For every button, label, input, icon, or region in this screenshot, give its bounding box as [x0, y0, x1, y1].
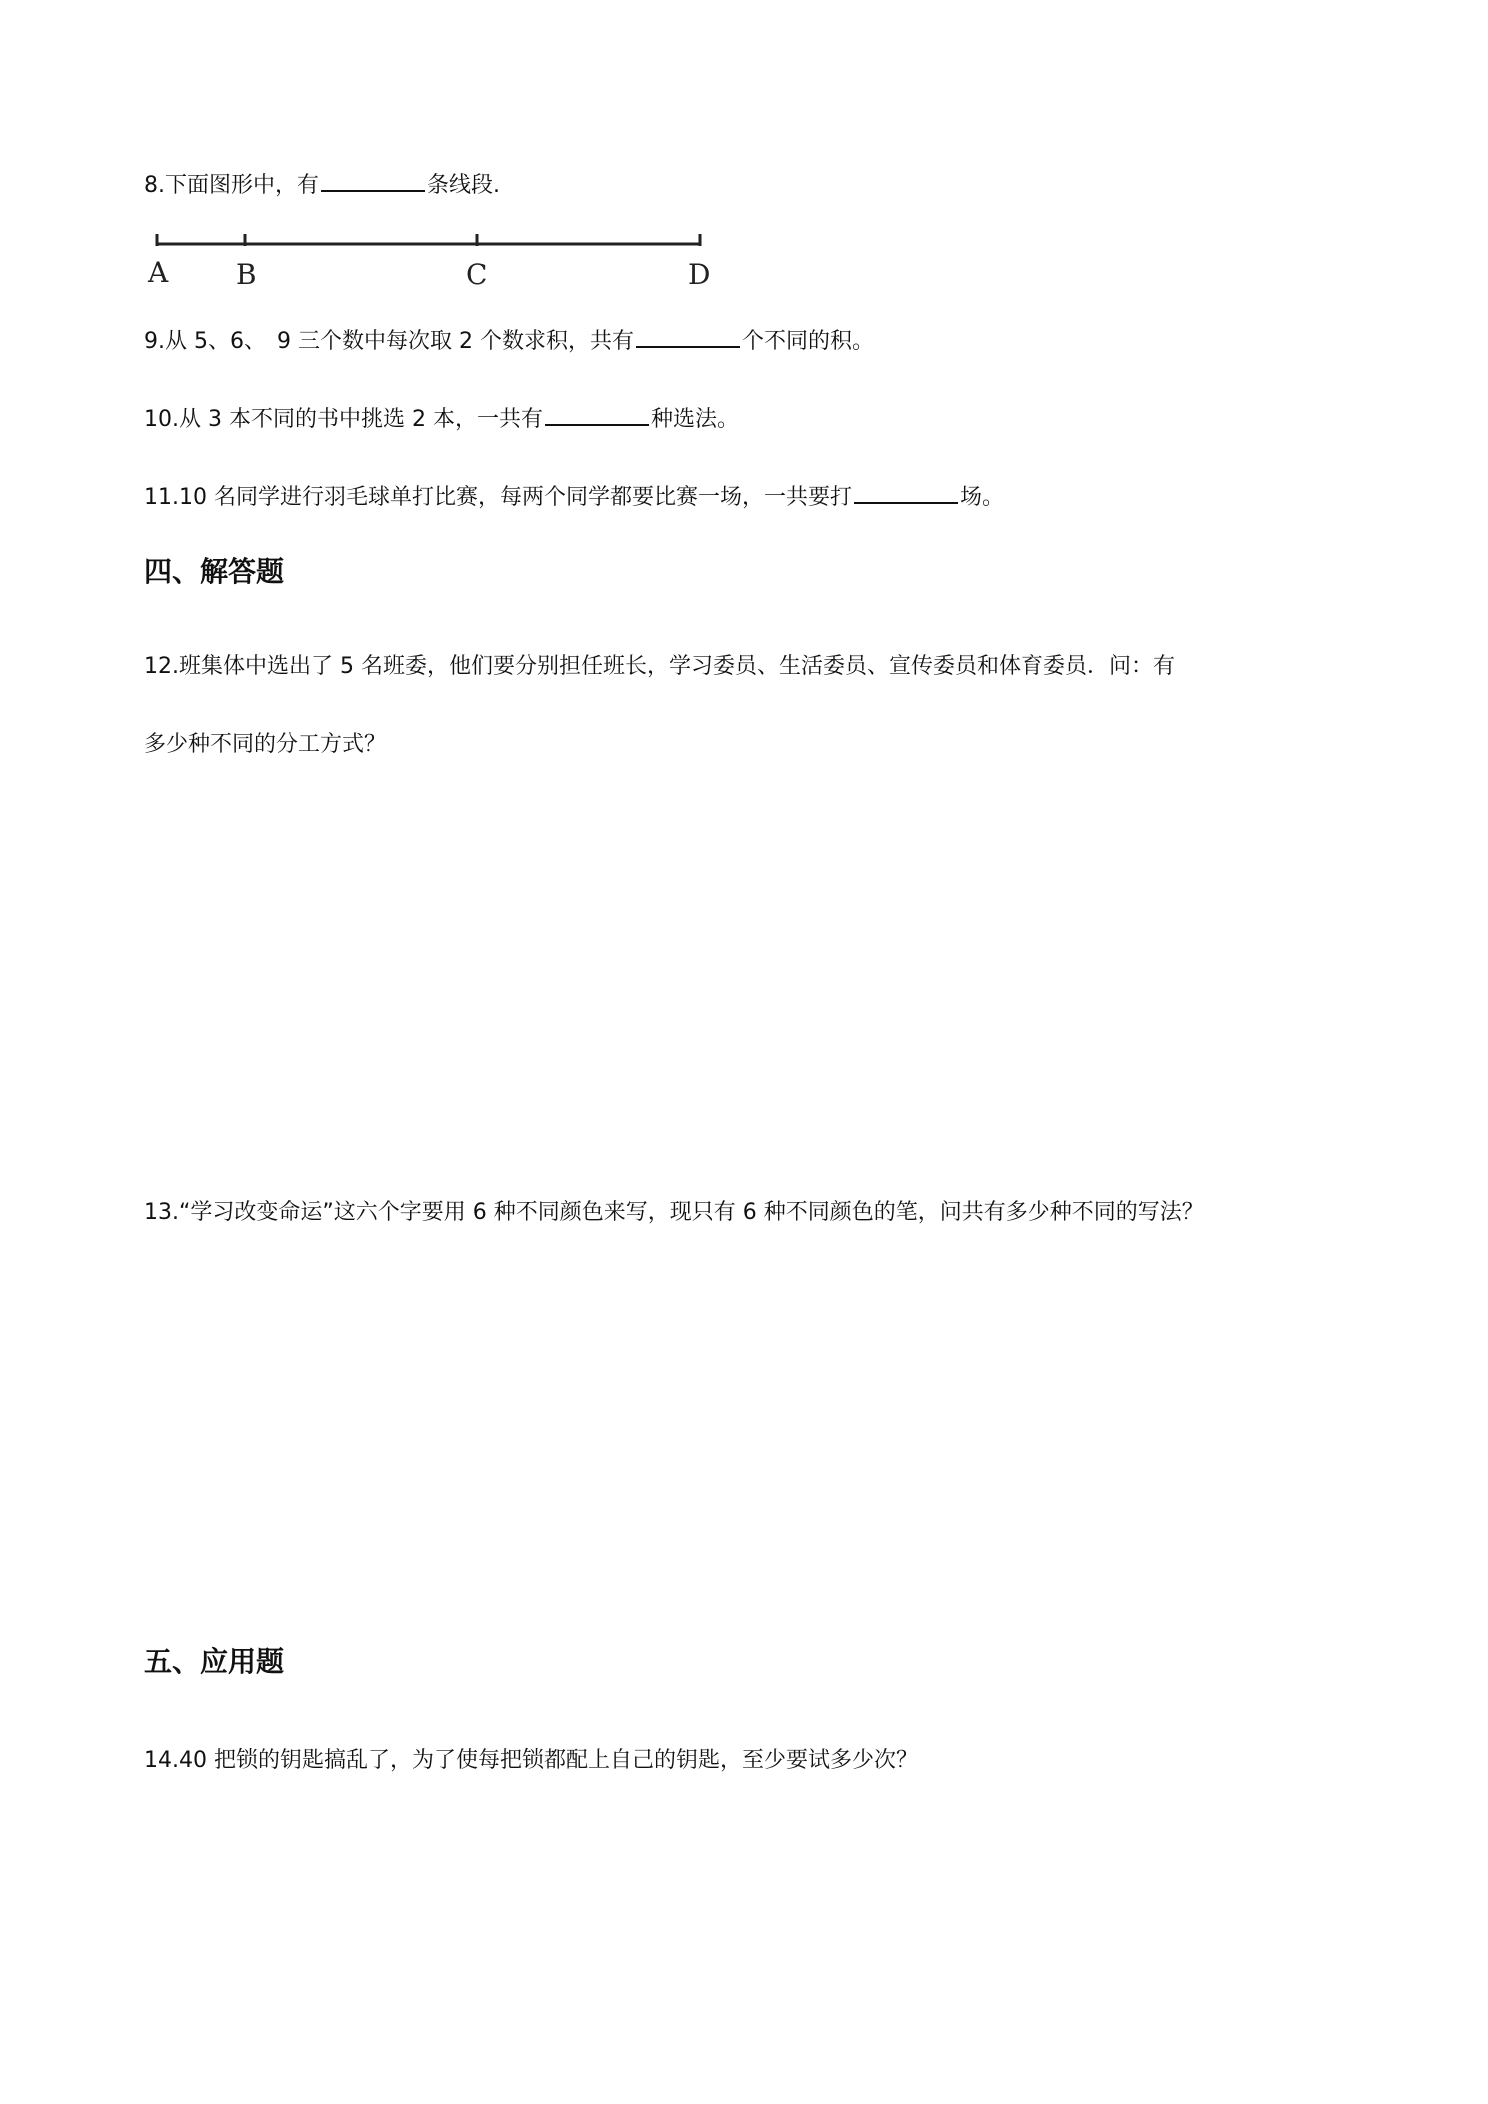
section-heading-5: 五、应用题: [144, 1645, 285, 1678]
answer-blank: [636, 324, 740, 348]
point-label-b: B: [236, 258, 257, 291]
question-10: [144, 402, 739, 435]
question-9-text-end: 个不同的积。: [741, 329, 874, 354]
question-11-text-end: 场。: [959, 485, 1004, 510]
question-9-text: 9.从 5、6、 9 三个数中每次取 2 个数求积，共有: [144, 329, 634, 354]
line-segment-diagram: [144, 222, 724, 292]
question-10-text-end: 种选法。: [650, 407, 739, 432]
answer-blank: [321, 168, 425, 192]
question-11-text: 11.10 名同学进行羽毛球单打比赛，每两个同学都要比赛一场，一共要打: [144, 485, 852, 510]
question-9: [144, 324, 874, 357]
question-12-line-1: 12.班集体中选出了 5 名班委，他们要分别担任班长，学习委员、生活委员、宣传委员和体育委员．问：有: [144, 654, 1175, 679]
question-8-text: 8.下面图形中，有: [144, 173, 319, 198]
section-heading-4: 四、解答题: [144, 555, 285, 588]
point-label-d: D: [688, 258, 711, 291]
point-label-c: C: [466, 258, 488, 291]
answer-blank: [854, 480, 958, 504]
question-8-text-end: 条线段.: [427, 173, 500, 198]
line-segment-figure: [144, 222, 724, 292]
question-13: 13.“学习改变命运”这六个字要用 6 种不同颜色来写，现只有 6 种不同颜色的笔，问共有多少种不同的写法？: [144, 1200, 1204, 1225]
question-11: [144, 480, 1004, 513]
answer-blank: [545, 402, 649, 426]
question-8: [144, 168, 500, 201]
question-14: 14.40 把锁的钥匙搞乱了，为了使每把锁都配上自己的钥匙，至少要试多少次？: [144, 1748, 918, 1773]
question-10-text: 10.从 3 本不同的书中挑选 2 本，一共有: [144, 407, 543, 432]
question-12-line-2: 多少种不同的分工方式？: [144, 732, 387, 757]
point-label-a: A: [148, 256, 169, 289]
